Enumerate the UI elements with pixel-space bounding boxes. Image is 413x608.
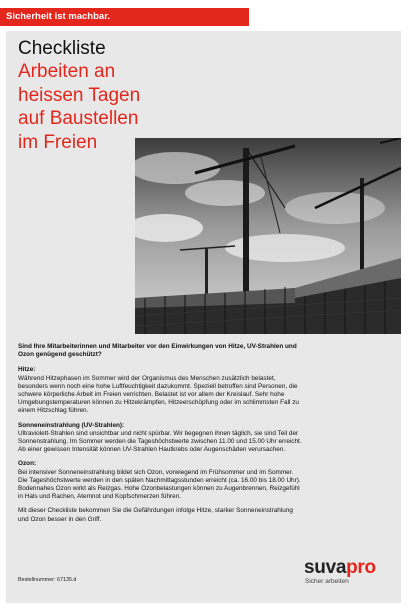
outro-text: Mit dieser Checkliste bekommen Sie die Gefährdungen infolge Hitze, starker Sonneneinstrahlung und Ozon besser in den Griff. <box>18 507 293 523</box>
construction-cranes-image <box>135 138 401 334</box>
logo-tagline: Sicher arbeiten <box>305 578 349 585</box>
slogan-badge: Sicherheit ist machbar. <box>0 8 249 26</box>
logo-part-suva: suva <box>304 557 347 578</box>
section-text-heat: Während Hitzephasen im Sommer wird der Organismus des Menschen zusätzlich belastet, besonders wenn noch eine hohe Luftfeuchtigkeit dazukommt. Speziell betroffen sind Personen, die schwere körperliche Arbeit im Freien verrichten. Belastet ist vor allem der Kreislauf. Sehr hohe Umgebungstemperaturen können zu Hitzekrämpfen, Hitzeerschöpfung oder im schlimmsten Fall zu einem Hitzschlag führen. <box>18 374 299 415</box>
section-heading-ozone: Ozon: <box>18 460 37 468</box>
section-text-ozone: Bei intensiver Sonneneinstrahlung bildet sich Ozon, vorwiegend im Frühsommer und im Sommer. Die Tageshöchstwerte werden in den späten Nachmittagsstunden erreicht (ca. 16.00 bis 18.00 Uhr). Bodennahes Ozon wirkt als Reizgas. Hohe Ozonbelastungen können zu Augenbrennen, Reizgefühl in Hals und Rachen, Atemnot und Kopfschmerzen führen. <box>18 468 301 501</box>
section-heading-uv: Sonneneinstrahlung (UV-Strahlen): <box>18 421 125 429</box>
logo-wordmark <box>304 558 376 578</box>
checklist-body <box>18 343 304 524</box>
section-text-uv: Ultraviolett-Strahlen sind unsichtbar und nicht spürbar. Wir begegnen ihnen täglich, sie sind Teil der Sonnenstrahlung. Im Sommer werden die Tageshöchstwerte zwischen 11.00 und 15.00 Uhr erreicht. Ab einer gewissen Intensität können UV-Strahlen Hautkrebs oder Augenschäden verursachen. <box>18 429 302 454</box>
heading-checkliste: Checkliste <box>18 38 106 59</box>
section-heading-heat: Hitze: <box>18 366 36 374</box>
construction-site-photo <box>135 138 401 334</box>
intro-question: Sind Ihre Mitarbeiterinnen und Mitarbeiter vor den Einwirkungen von Hitze, UV-Strahlen und Ozon genügend geschützt? <box>18 343 297 359</box>
document-heading <box>18 38 258 154</box>
heading-title: Arbeiten an heissen Tagen auf Baustellen im Freien <box>18 61 141 153</box>
suvapro-logo <box>304 558 376 585</box>
order-number: Bestellnummer: 67135.d <box>18 577 77 583</box>
logo-part-pro: pro <box>346 557 376 578</box>
